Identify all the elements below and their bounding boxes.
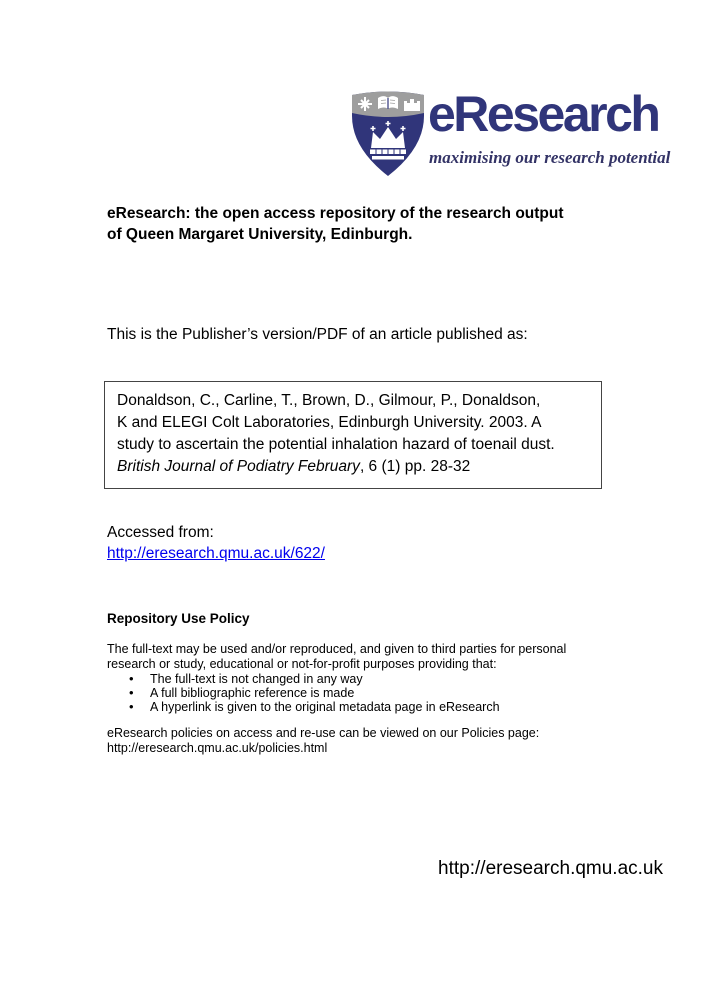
policy-footer xyxy=(107,726,587,755)
citation-issue: , 6 (1) pp. 28-32 xyxy=(359,458,471,475)
brand-text: eResearch xyxy=(428,86,659,142)
logo-tagline: maximising our research potential xyxy=(429,148,671,167)
page-title xyxy=(107,203,564,245)
policy-bullet: • A full bibliographic reference is made xyxy=(107,686,587,700)
policy-heading: Repository Use Policy xyxy=(107,611,250,626)
policy-footer-url: http://eresearch.qmu.ac.uk/policies.html xyxy=(107,740,328,755)
eresearch-logo xyxy=(350,84,670,184)
policy-intro: The full-text may be used and/or reproduced, and given to third parties for personal research or study, educational or not-for-profit purposes providing that: xyxy=(107,642,567,671)
policy-bullet: • The full-text is not changed in any way xyxy=(107,672,587,686)
citation-box xyxy=(104,381,602,489)
publisher-note: This is the Publisher’s version/PDF of an article published as: xyxy=(107,326,528,343)
open-book-icon xyxy=(378,96,398,109)
shield-icon xyxy=(350,86,426,178)
policy-bullet-list xyxy=(107,672,587,715)
accessed-from-link[interactable]: http://eresearch.qmu.ac.uk/622/ xyxy=(107,545,325,562)
accessed-from-label: Accessed from: xyxy=(107,524,214,541)
page-title-line1: eResearch: the open access repository of the research output xyxy=(107,205,564,222)
citation-journal: British Journal of Podiatry February xyxy=(117,458,360,475)
citation-line4 xyxy=(117,456,589,478)
citation-line1: Donaldson, C., Carline, T., Brown, D., Gilmour, P., Donaldson, xyxy=(117,392,541,409)
page-title-line2: of Queen Margaret University, Edinburgh. xyxy=(107,226,413,243)
accessed-from xyxy=(107,522,325,564)
citation-line3: study to ascertain the potential inhalation hazard of toenail dust. xyxy=(117,436,555,453)
citation-line2: K and ELEGI Colt Laboratories, Edinburgh University. 2003. A xyxy=(117,414,542,431)
policy-bullet: • A hyperlink is given to the original metadata page in eResearch xyxy=(107,700,587,714)
site-url: http://eresearch.qmu.ac.uk xyxy=(438,858,663,879)
policy-footer-text: eResearch policies on access and re-use can be viewed on our Policies page: xyxy=(107,726,540,740)
